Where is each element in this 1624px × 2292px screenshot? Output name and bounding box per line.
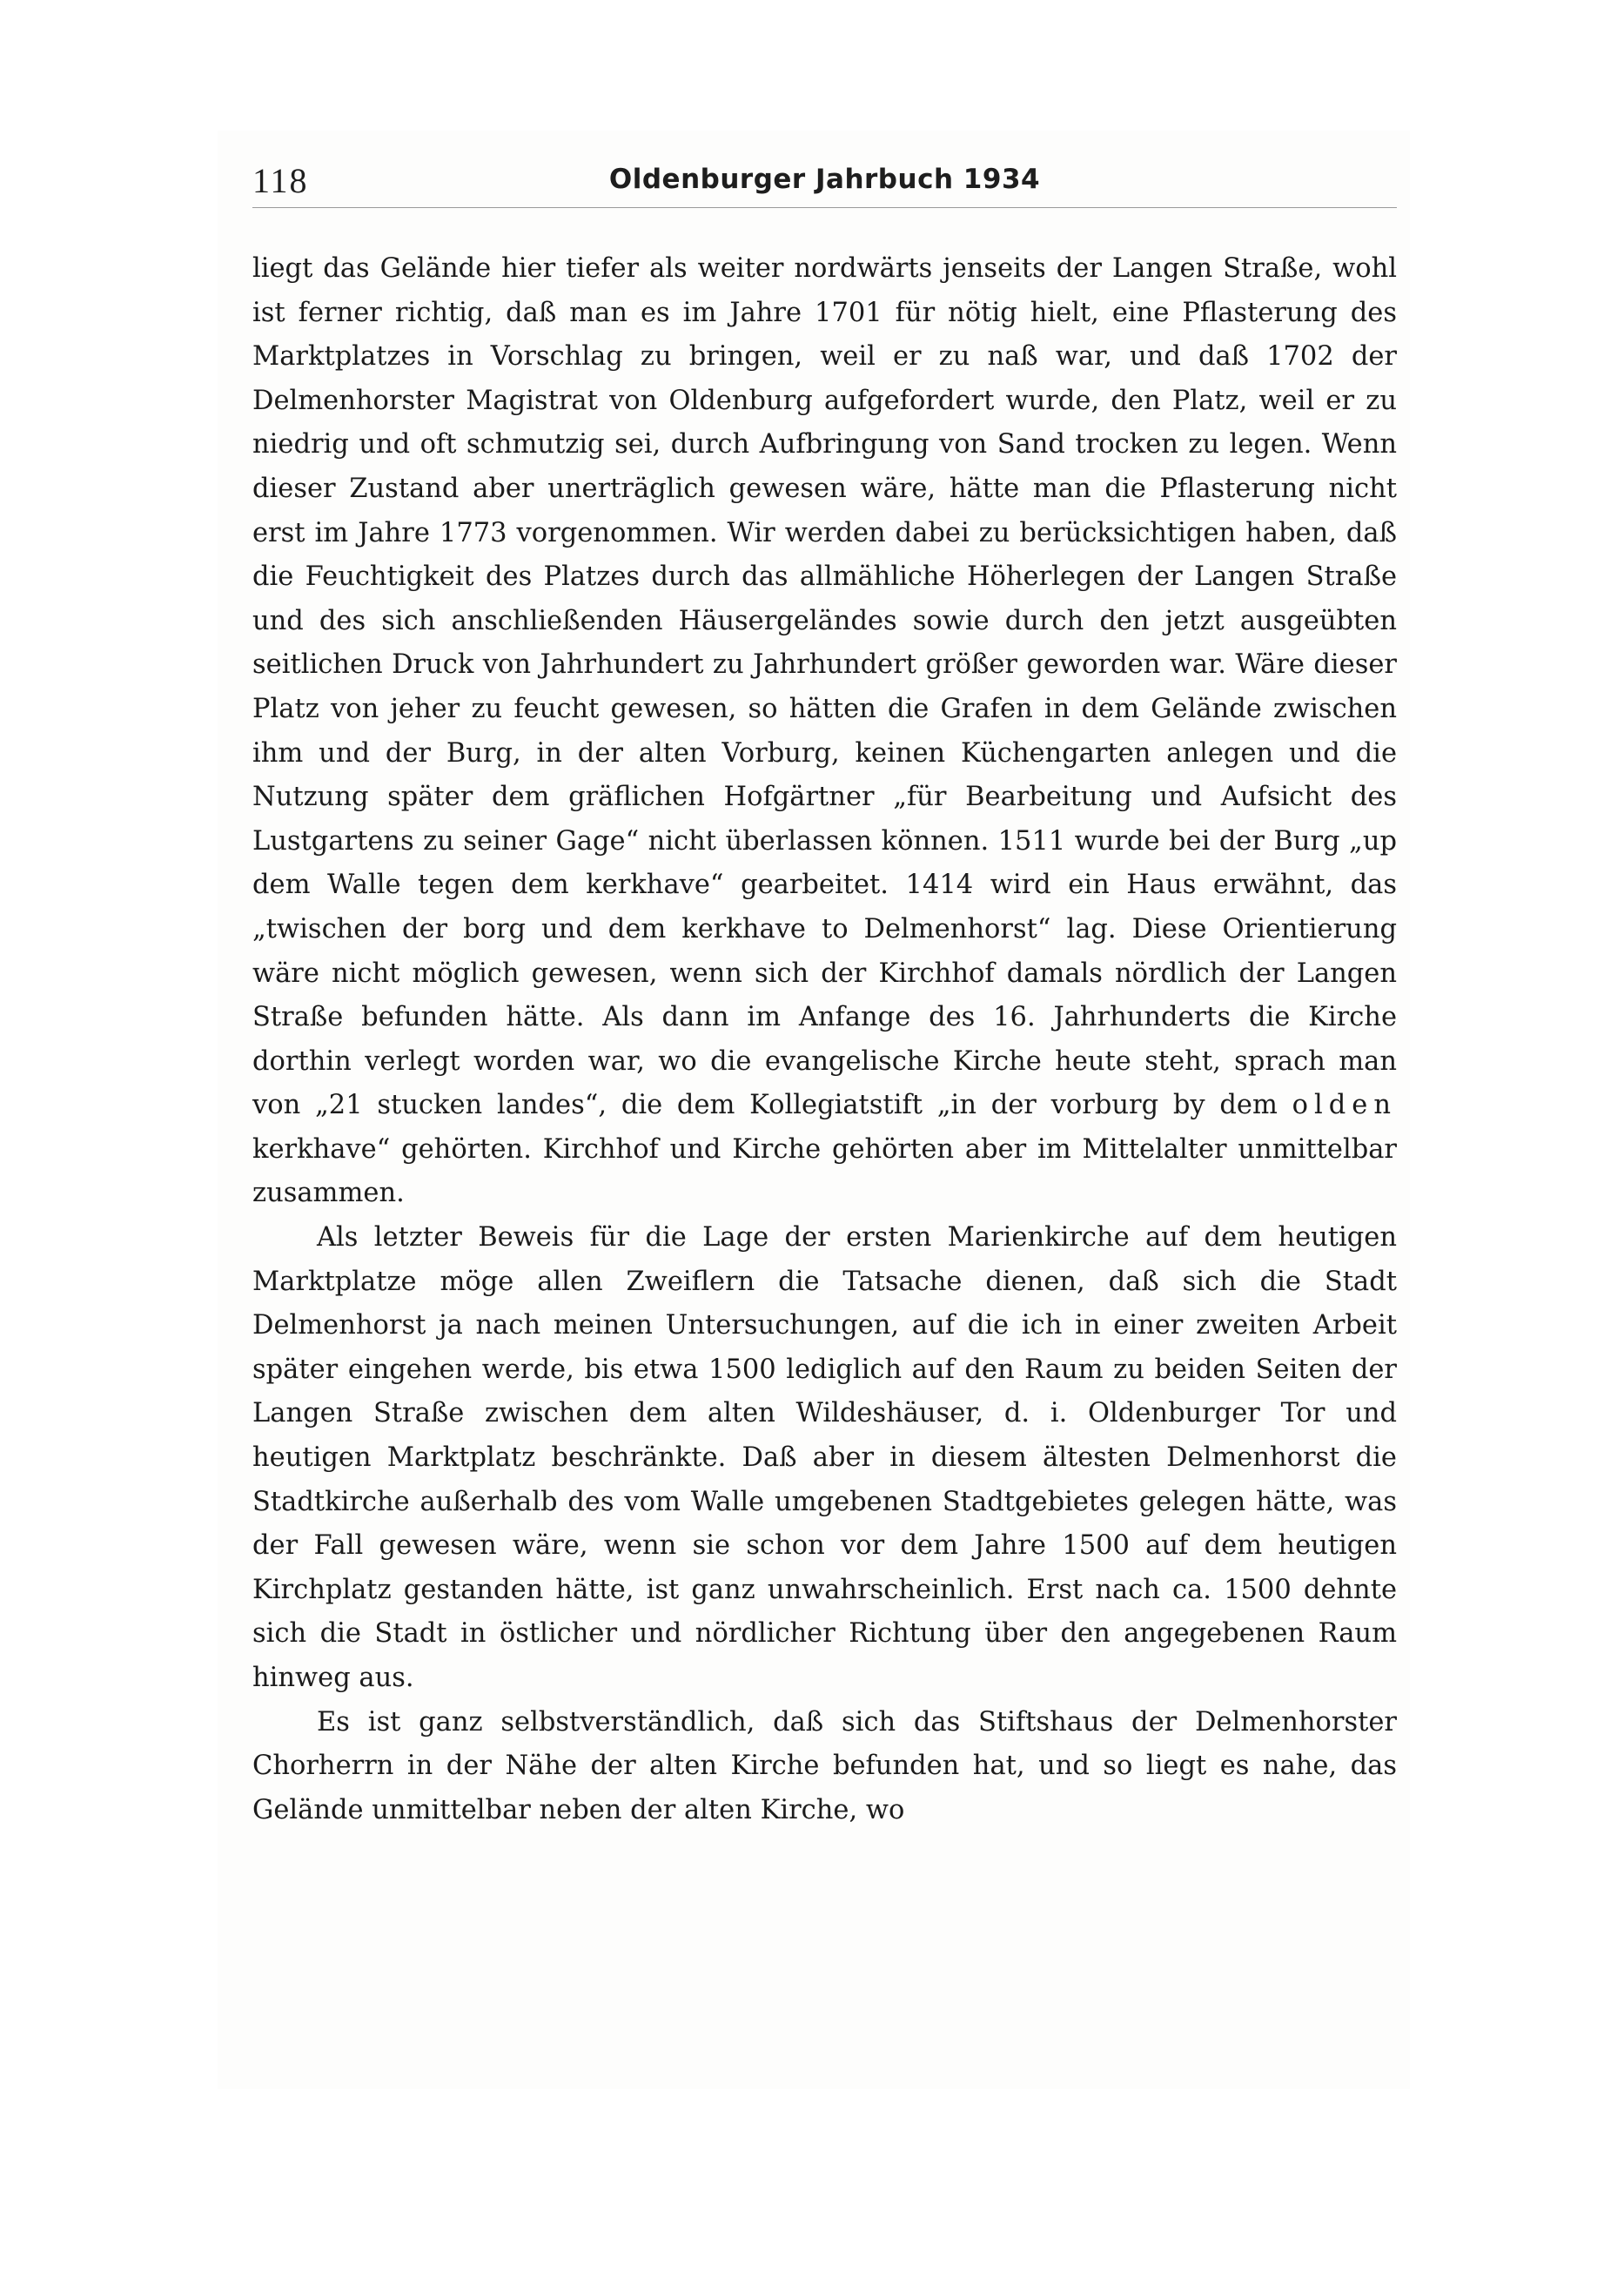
- header-divider: [252, 207, 1397, 208]
- paragraph-3: Es ist ganz selbstverständlich, daß sich das Stiftshaus der Delmenhorster Chorherrn in der Nähe der alten Kirche befunden hat, und so liegt es nahe, das Gelände unmittelbar neben der alten Kirche, wo: [252, 1706, 1397, 1825]
- body-text: [252, 247, 1397, 1832]
- running-title: Oldenburger Jahrbuch 1934: [608, 164, 1041, 195]
- paragraph-2: Als letzter Beweis für die Lage der ersten Marienkirche auf dem heutigen Marktplatze möge allen Zweiflern die Tatsache dienen, daß sich die Stadt Delmenhorst ja nach meinen Untersuchungen, auf die ich in einer zweiten Arbeit später eingehen werde, bis etwa 1500 lediglich auf den Raum zu beiden Seiten der Langen Straße zwischen dem alten Wildeshäuser, d. i. Oldenburger Tor und heutigen Marktplatz beschränkte. Daß aber in diesem ältesten Delmenhorst die Stadtkirche außerhalb des vom Walle umgebenen Stadtgebietes gelegen hätte, was der Fall gewesen wäre, wenn sie schon vor dem Jahre 1500 auf dem heutigen Kirchplatz gestanden hätte, ist ganz unwahrscheinlich. Erst nach ca. 1500 dehnte sich die Stadt in östlicher und nördlicher Richtung über den angegebenen Raum hinweg aus.: [252, 1222, 1397, 1693]
- spaced-emphasis-word: olden: [1292, 1090, 1397, 1121]
- paragraph-1-text: liegt das Gelände hier tiefer als weiter nordwärts jenseits der Langen Straße, wohl ist ferner richtig, daß man es im Jahre 1701 für nötig hielt, eine Pflasterung des Marktplatzes in Vorschlag zu bringen, weil er zu naß war, und daß 1702 der Delmenhorster Magistrat von Oldenburg aufgefordert wurde, den Platz, weil er zu niedrig und oft schmutzig sei, durch Aufbringung von Sand trocken zu legen. Wenn dieser Zustand aber unerträglich gewesen wäre, hätte man die Pflasterung nicht erst im Jahre 1773 vorgenommen. Wir werden dabei zu berücksichtigen haben, daß die Feuchtigkeit des Platzes durch das allmähliche Höherlegen der Langen Straße und des sich anschließenden Häusergeländes sowie durch den jetzt ausgeübten seitlichen Druck von Jahrhundert zu Jahrhundert größer geworden war. Wäre dieser Platz von jeher zu feucht gewesen, so hätten die Grafen in dem Gelände zwischen ihm und der Burg, in der alten Vorburg, keinen Küchengarten anlegen und die Nutzung später dem gräflichen Hofgärtner „für Bearbeitung und Aufsicht des Lustgartens zu seiner Gage“ nicht überlassen können. 1511 wurde bei der Burg „up dem Walle tegen dem kerkhave“ gearbeitet. 1414 wird ein Haus erwähnt, das „twischen der borg und dem kerkhave to Delmenhorst“ lag. Diese Orientierung wäre nicht möglich gewesen, wenn sich der Kirchhof damals nördlich der Langen Straße befunden hätte. Als dann im Anfange des 16. Jahrhunderts die Kirche dorthin verlegt worden war, wo die evangelische Kirche heute steht, sprach man von „21 stucken landes“, die dem Kollegiatstift „in der vorburg by dem: [252, 253, 1397, 1121]
- paragraph-1-text-end: kerkhave“ gehörten. Kirchhof und Kirche gehörten aber im Mittelalter unmittelbar zusammen.: [252, 1133, 1397, 1209]
- paragraph-1: [252, 247, 1397, 1216]
- page-header: [252, 155, 1397, 209]
- page-number: 118: [252, 161, 309, 200]
